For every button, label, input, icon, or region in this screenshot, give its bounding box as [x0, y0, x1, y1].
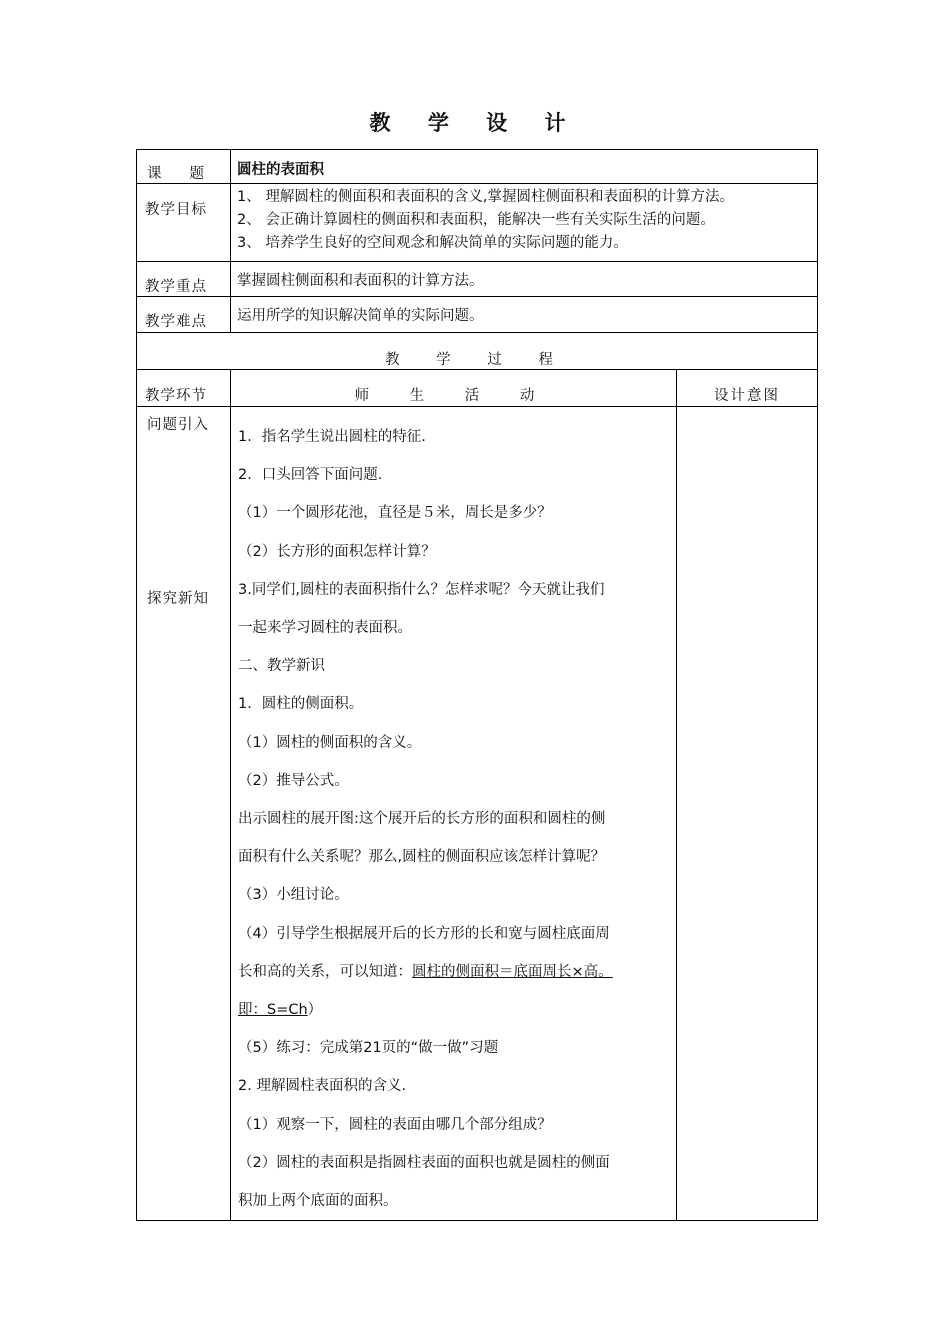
activity-line: 面积有什么关系呢？那么,圆柱的侧面积应该怎样计算呢？: [238, 849, 606, 866]
process-body-row: [137, 407, 818, 1221]
process-header-cell: [137, 333, 818, 370]
stage-cell: [137, 407, 231, 1221]
activity-line: 1．圆柱的侧面积。: [238, 696, 364, 713]
activity-line: 3.同学们,圆柱的表面积指什么？怎样求呢？今天就让我们: [238, 581, 605, 598]
goals-value-cell: [231, 184, 818, 262]
activity-line: 1．指名学生说出圆柱的特征.: [238, 429, 426, 445]
lateral-area-formula: 圆柱的侧面积＝底面周长×高。: [412, 963, 613, 980]
activity-line: 出示圆柱的展开图:这个展开后的长方形的面积和圆柱的侧: [238, 811, 606, 828]
activity-line: 积加上两个底面的面积。: [238, 1193, 398, 1210]
goals-label: 教学目标: [145, 202, 207, 218]
key-point-label: 教学重点: [145, 279, 207, 295]
formula-s-ch: 即：S=Ch: [238, 1002, 308, 1019]
difficulty-row: [137, 297, 818, 333]
topic-label-b: 题: [189, 166, 204, 182]
stage-intro: 问题引入: [147, 417, 209, 433]
topic-row: [137, 150, 818, 184]
topic-label-a: 课: [147, 166, 162, 182]
process-header-row: [137, 333, 818, 370]
activity-line: （1）观察一下，圆柱的表面由哪几个部分组成？: [238, 1116, 552, 1133]
key-point-value-cell: [231, 262, 818, 297]
difficulty-value-cell: [231, 297, 818, 333]
key-point-label-cell: [137, 262, 231, 297]
goal-item-2: 2、 会正确计算圆柱的侧面积和表面积，能解决一些有关实际生活的问题。: [237, 212, 715, 228]
key-point-row: [137, 262, 818, 297]
intent-cell: [677, 407, 818, 1221]
intent-column-header: 设计意图: [714, 388, 780, 404]
document-title: 教 学 设 计: [369, 111, 581, 135]
stage-explore: 探究新知: [147, 591, 209, 607]
activity-line: （5）练习：完成第21页的“做一做”习题: [238, 1040, 499, 1057]
activity-line: 2. 理解圆柱表面积的含义.: [238, 1078, 407, 1095]
activity-line: 2．口头回答下面问题.: [238, 467, 383, 484]
goals-label-cell: [137, 184, 231, 262]
difficulty-value: 运用所学的知识解决简单的实际问题。: [237, 308, 484, 324]
process-header: 教 学 过 程: [385, 352, 569, 368]
activity-line: （4）引导学生根据展开后的长方形的长和宽与圆柱底面周: [238, 925, 610, 942]
topic-value-cell: [231, 150, 818, 184]
difficulty-label-cell: [137, 297, 231, 333]
activity-line: （2）长方形的面积怎样计算？: [238, 543, 436, 560]
activity-line: 一起来学习圆柱的表面积。: [238, 620, 412, 637]
activity-line: （3）小组讨论。: [238, 887, 349, 904]
goals-row: [137, 184, 818, 262]
topic-value: 圆柱的表面积: [237, 162, 324, 178]
activity-line: 二、教学新识: [238, 658, 325, 675]
column-header-row: [137, 370, 818, 407]
activity-line-with-formula: [238, 991, 672, 1029]
stage-column-header: 教学环节: [145, 388, 207, 404]
activity-line: （1）一个圆形花池，直径是５米，周长是多少？: [238, 505, 552, 522]
activity-line-with-formula: [238, 953, 672, 991]
closing-paren: ）: [307, 1002, 323, 1019]
activity-cell: [231, 407, 677, 1221]
key-point-value: 掌握圆柱侧面积和表面积的计算方法。: [237, 273, 484, 289]
lesson-design-table: [136, 149, 818, 1221]
difficulty-label: 教学难点: [145, 314, 207, 330]
intent-header-cell: [677, 370, 818, 407]
activity-line: （2）推导公式。: [238, 772, 349, 789]
activity-text: 长和高的关系，可以知道：: [238, 963, 412, 980]
goal-item-1: 1、 理解圆柱的侧面积和表面积的含义,掌握圆柱侧面积和表面积的计算方法。: [237, 189, 734, 205]
activity-header-cell: [231, 370, 677, 407]
activity-column-header: 师 生 活 动: [354, 388, 553, 404]
goal-item-3: 3、 培养学生良好的空间观念和解决简单的实际问题的能力。: [237, 235, 628, 251]
activity-line: （1）圆柱的侧面积的含义。: [238, 734, 422, 751]
stage-header-cell: [137, 370, 231, 407]
topic-label-cell: [137, 150, 231, 184]
activity-line: （2）圆柱的表面积是指圆柱表面的面积也就是圆柱的侧面: [238, 1154, 610, 1171]
